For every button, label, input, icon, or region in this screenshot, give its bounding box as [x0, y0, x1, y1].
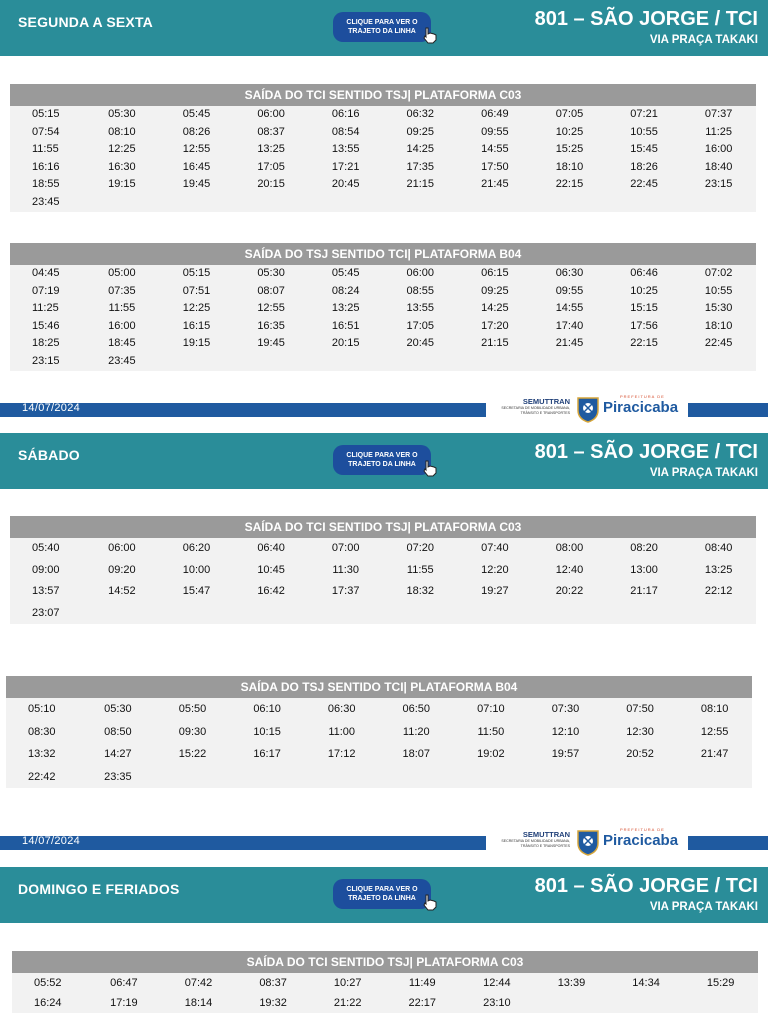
time-cell: 18:55: [32, 178, 60, 191]
time-cell: 08:10: [700, 703, 729, 715]
time-cell: 21:17: [630, 585, 658, 597]
time-cell: 08:37: [257, 125, 285, 138]
time-cell: 18:32: [406, 585, 435, 597]
time-cell: 16:00: [108, 319, 136, 332]
time-cell: 17:40: [555, 319, 584, 332]
time-cell: 15:29: [706, 977, 735, 989]
time-cell: 06:40: [257, 542, 285, 554]
table-row: [10, 318, 756, 336]
time-cell: 06:16: [331, 108, 360, 120]
time-cell: 07:30: [551, 703, 580, 715]
day-label: DOMINGO E FERIADOS: [18, 881, 180, 897]
table-title: SAÍDA DO TCI SENTIDO TSJ| PLATAFORMA C03: [10, 516, 756, 538]
time-cell: 06:50: [402, 703, 431, 715]
footer-bar-right: [688, 403, 768, 417]
time-cell: 09:30: [178, 725, 207, 738]
time-cell: 11:49: [408, 977, 436, 989]
time-cell: 05:40: [32, 542, 60, 554]
table-title: SAÍDA DO TSJ SENTIDO TCI| PLATAFORMA B04: [10, 243, 756, 265]
table-row: [6, 698, 752, 721]
time-cell: 06:46: [630, 267, 658, 279]
time-cell: 05:52: [34, 977, 62, 989]
time-cell: 12:55: [700, 725, 729, 738]
time-cell: 17:35: [406, 160, 435, 173]
time-cell: 16:17: [253, 748, 281, 760]
time-cell: 18:45: [108, 337, 136, 350]
time-cell: 19:45: [257, 337, 285, 350]
time-cell: 13:25: [331, 302, 360, 315]
time-cell: 18:14: [184, 997, 213, 1009]
section-header-weekdays: [0, 0, 768, 56]
time-cell: 08:00: [555, 542, 584, 554]
time-cell: 23:15: [704, 178, 733, 191]
route-title: 801 – SÃO JORGE / TCI: [534, 441, 758, 463]
time-cell: 12:40: [555, 563, 584, 576]
time-cell: 15:47: [182, 585, 211, 597]
table-title: SAÍDA DO TSJ SENTIDO TCI| PLATAFORMA B04: [6, 676, 752, 698]
time-cell: 18:07: [402, 748, 431, 760]
table-title: SAÍDA DO TCI SENTIDO TSJ| PLATAFORMA C03: [10, 84, 756, 106]
time-cell: 08:50: [104, 725, 132, 738]
time-cell: 10:25: [555, 125, 584, 138]
time-cell: 06:00: [257, 108, 285, 120]
time-cell: 19:27: [481, 585, 509, 597]
timetable-saturday-tci: [10, 516, 756, 624]
time-cell: 19:15: [108, 178, 136, 191]
time-cell: 16:00: [704, 143, 733, 156]
time-cell: 07:51: [182, 284, 211, 297]
time-cell: 16:24: [34, 997, 62, 1009]
time-cell: 17:05: [406, 319, 435, 332]
time-cell: 07:54: [32, 125, 60, 138]
time-cell: 15:30: [704, 302, 733, 315]
time-cell: 08:24: [331, 284, 360, 297]
time-cell: 09:55: [555, 284, 584, 297]
semuttran-name: SEMUTTRAN: [522, 397, 570, 406]
time-cell: 08:55: [406, 284, 435, 297]
time-cell: 06:15: [481, 267, 509, 279]
time-cell: 23:07: [32, 606, 60, 619]
time-cell: 16:45: [182, 160, 211, 173]
time-cell: 23:35: [104, 770, 132, 783]
time-cell: 22:17: [408, 997, 437, 1009]
time-cell: 10:55: [704, 284, 733, 297]
semuttran-logo: [496, 830, 570, 848]
time-cell: 12:55: [182, 143, 211, 156]
footer-date: 14/07/2024: [22, 835, 81, 847]
table-row: [10, 176, 756, 194]
time-cell: 15:25: [555, 143, 584, 156]
route-title: 801 – SÃO JORGE / TCI: [534, 8, 758, 30]
time-cell: 12:55: [257, 302, 285, 315]
time-cell: 18:25: [32, 337, 60, 350]
table-row: [10, 560, 756, 582]
time-cell: 07:00: [331, 542, 360, 554]
time-cell: 09:00: [32, 563, 60, 576]
time-cell: 13:25: [257, 143, 285, 156]
view-route-button-label: CLIQUE PARA VER O TRAJETO DA LINHA: [346, 19, 418, 35]
time-cell: 07:37: [704, 108, 733, 120]
time-cell: 14:25: [406, 143, 435, 156]
time-cell: 07:10: [477, 703, 505, 715]
time-cell: 10:55: [630, 125, 658, 138]
table-row: [10, 581, 756, 603]
time-cell: 17:05: [257, 160, 285, 173]
time-cell: 20:15: [257, 178, 285, 191]
time-cell: 20:22: [555, 585, 584, 597]
time-cell: 05:00: [108, 267, 136, 279]
time-cell: 07:35: [108, 284, 136, 297]
table-row: [10, 603, 756, 625]
time-cell: 11:20: [402, 725, 430, 738]
time-cell: 05:45: [182, 108, 211, 120]
time-cell: 13:57: [32, 585, 60, 597]
time-cell: 09:20: [108, 563, 136, 576]
time-cell: 10:00: [182, 563, 211, 576]
time-cell: 18:10: [704, 319, 733, 332]
time-cell: 11:55: [108, 302, 136, 315]
time-cell: 10:45: [257, 563, 285, 576]
time-cell: 07:40: [481, 542, 509, 554]
time-cell: 07:19: [32, 284, 60, 297]
section-header-saturday: [0, 433, 768, 489]
piracicaba-logo-text: Piracicaba: [603, 832, 679, 849]
time-cell: 17:56: [630, 319, 658, 332]
time-cell: 19:45: [182, 178, 211, 191]
time-cell: 20:45: [406, 337, 435, 350]
time-cell: 12:20: [481, 563, 509, 576]
time-cell: 23:10: [483, 997, 511, 1009]
time-cell: 18:10: [555, 160, 584, 173]
time-cell: 11:55: [32, 143, 59, 156]
time-cell: 15:15: [630, 302, 658, 315]
footer-date: 14/07/2024: [22, 402, 81, 414]
time-cell: 16:42: [257, 585, 285, 597]
time-cell: 06:32: [406, 108, 435, 120]
time-cell: 05:45: [331, 267, 360, 279]
time-cell: 21:47: [700, 748, 729, 760]
view-route-button[interactable]: [333, 879, 431, 909]
time-cell: 05:15: [182, 267, 211, 279]
pointing-hand-icon: [421, 459, 439, 477]
time-cell: 14:27: [104, 748, 132, 760]
time-cell: 06:20: [182, 542, 211, 554]
time-cell: 21:22: [333, 997, 362, 1009]
table-body: [10, 265, 756, 371]
time-cell: 10:27: [333, 977, 362, 989]
time-cell: 17:20: [481, 319, 509, 332]
time-cell: 22:42: [28, 770, 56, 783]
time-cell: 07:50: [626, 703, 654, 715]
time-cell: 05:30: [257, 267, 285, 279]
view-route-button[interactable]: [333, 12, 431, 42]
time-cell: 20:15: [331, 337, 360, 350]
time-cell: 09:55: [481, 125, 509, 138]
time-cell: 11:00: [328, 725, 356, 738]
table-row: [10, 538, 756, 560]
time-cell: 09:25: [406, 125, 435, 138]
view-route-button-label: CLIQUE PARA VER O TRAJETO DA LINHA: [346, 886, 418, 902]
time-cell: 19:15: [182, 337, 211, 350]
time-cell: 05:15: [32, 108, 60, 120]
semuttran-subtitle: SECRETARIA DE MOBILIDADE URBANA, TRÂNSITO E TRANSPORTES: [501, 406, 570, 415]
table-row: [6, 766, 752, 789]
table-body: [10, 106, 756, 212]
time-cell: 16:16: [32, 160, 60, 173]
table-row: [10, 194, 756, 212]
route-title: 801 – SÃO JORGE / TCI: [534, 875, 758, 897]
table-row: [10, 353, 756, 371]
table-row: [10, 124, 756, 142]
time-cell: 19:57: [551, 748, 580, 760]
time-cell: 17:21: [331, 160, 360, 173]
table-row: [10, 335, 756, 353]
time-cell: 08:20: [630, 542, 658, 554]
time-cell: 13:25: [704, 563, 733, 576]
time-cell: 20:45: [331, 178, 360, 191]
time-cell: 12:30: [626, 725, 654, 738]
time-cell: 11:55: [406, 563, 434, 576]
time-cell: 12:44: [483, 977, 511, 989]
time-cell: 18:40: [704, 160, 733, 173]
time-cell: 18:26: [630, 160, 658, 173]
time-cell: 15:46: [32, 319, 60, 332]
pointing-hand-icon: [421, 893, 439, 911]
time-cell: 15:45: [630, 143, 658, 156]
view-route-button-label: CLIQUE PARA VER O TRAJETO DA LINHA: [346, 452, 418, 468]
time-cell: 14:52: [108, 585, 136, 597]
time-cell: 23:15: [32, 354, 60, 367]
time-cell: 10:15: [253, 725, 281, 738]
table-row: [10, 283, 756, 301]
table-row: [10, 141, 756, 159]
footer-bar-right: [688, 836, 768, 850]
time-cell: 16:35: [257, 319, 285, 332]
semuttran-name: SEMUTTRAN: [522, 830, 570, 839]
table-row: [10, 300, 756, 318]
time-cell: 21:15: [406, 178, 435, 191]
time-cell: 22:12: [704, 585, 733, 597]
time-cell: 08:07: [257, 284, 285, 297]
time-cell: 05:30: [108, 108, 136, 120]
time-cell: 17:37: [331, 585, 360, 597]
time-cell: 11:50: [477, 725, 505, 738]
time-cell: 23:45: [108, 354, 136, 367]
route-via: VIA PRAÇA TAKAKI: [649, 467, 758, 479]
timetable-weekdays-tci: [10, 84, 756, 212]
time-cell: 16:30: [108, 160, 136, 173]
time-cell: 17:19: [110, 997, 138, 1009]
time-cell: 07:02: [704, 267, 733, 279]
time-cell: 23:45: [32, 195, 60, 208]
time-cell: 12:25: [108, 143, 136, 156]
pointing-hand-icon: [421, 26, 439, 44]
time-cell: 21:45: [481, 178, 509, 191]
time-cell: 14:55: [481, 143, 509, 156]
time-cell: 08:37: [259, 977, 287, 989]
time-cell: 06:10: [253, 703, 281, 715]
time-cell: 05:50: [178, 703, 207, 715]
time-cell: 07:20: [406, 542, 435, 554]
timetable-weekdays-tsj: [10, 243, 756, 371]
table-row: [6, 743, 752, 766]
time-cell: 15:22: [178, 748, 207, 760]
time-cell: 08:54: [331, 125, 360, 138]
time-cell: 17:12: [327, 748, 356, 760]
day-label: SEGUNDA A SEXTA: [18, 14, 153, 30]
table-row: [10, 106, 756, 124]
time-cell: 17:50: [481, 160, 509, 173]
section-header-sunday: [0, 867, 768, 923]
time-cell: 21:15: [481, 337, 509, 350]
table-row: [12, 973, 758, 993]
timetable-sunday-tci: [12, 951, 758, 1013]
route-via: VIA PRAÇA TAKAKI: [649, 901, 758, 913]
time-cell: 13:55: [406, 302, 435, 315]
time-cell: 13:39: [557, 977, 586, 989]
day-label: SÁBADO: [18, 447, 80, 463]
table-body: [10, 538, 756, 624]
semuttran-subtitle: SECRETARIA DE MOBILIDADE URBANA, TRÂNSITO E TRANSPORTES: [501, 839, 570, 848]
time-cell: 22:45: [704, 337, 733, 350]
table-body: [12, 973, 758, 1013]
time-cell: 04:45: [32, 267, 60, 279]
time-cell: 19:32: [259, 997, 287, 1009]
time-cell: 22:15: [630, 337, 658, 350]
time-cell: 12:10: [551, 725, 580, 738]
table-body: [6, 698, 752, 788]
semuttran-logo: [496, 397, 570, 415]
time-cell: 22:45: [630, 178, 658, 191]
prefeitura-label: PREFEITURA DE: [620, 394, 665, 399]
timetable-saturday-tsj: [6, 676, 752, 788]
time-cell: 14:55: [555, 302, 584, 315]
city-crest-icon: [575, 828, 601, 856]
time-cell: 14:25: [481, 302, 509, 315]
time-cell: 16:51: [331, 319, 360, 332]
table-title: SAÍDA DO TCI SENTIDO TSJ| PLATAFORMA C03: [12, 951, 758, 973]
time-cell: 13:32: [28, 748, 56, 760]
time-cell: 19:02: [477, 748, 505, 760]
table-row: [12, 993, 758, 1013]
time-cell: 12:25: [182, 302, 211, 315]
time-cell: 13:55: [331, 143, 360, 156]
time-cell: 10:25: [630, 284, 658, 297]
table-row: [6, 721, 752, 744]
route-via: VIA PRAÇA TAKAKI: [649, 34, 758, 46]
table-row: [10, 265, 756, 283]
time-cell: 06:00: [406, 267, 435, 279]
footer-bar: [0, 826, 768, 856]
time-cell: 05:30: [104, 703, 132, 715]
time-cell: 09:25: [481, 284, 509, 297]
time-cell: 08:10: [108, 125, 136, 138]
footer-bar: [0, 393, 768, 423]
piracicaba-logo-text: Piracicaba: [603, 399, 679, 416]
table-row: [10, 159, 756, 177]
time-cell: 22:15: [555, 178, 584, 191]
view-route-button[interactable]: [333, 445, 431, 475]
time-cell: 14:34: [632, 977, 660, 989]
time-cell: 16:15: [182, 319, 211, 332]
time-cell: 08:26: [182, 125, 211, 138]
time-cell: 11:25: [32, 302, 59, 315]
time-cell: 08:30: [28, 725, 56, 738]
time-cell: 11:25: [705, 125, 732, 138]
city-crest-icon: [575, 395, 601, 423]
time-cell: 08:40: [704, 542, 733, 554]
time-cell: 11:30: [332, 563, 360, 576]
time-cell: 06:30: [327, 703, 356, 715]
time-cell: 05:10: [28, 703, 56, 715]
time-cell: 07:05: [555, 108, 584, 120]
time-cell: 06:30: [555, 267, 584, 279]
time-cell: 06:47: [110, 977, 138, 989]
time-cell: 06:00: [108, 542, 136, 554]
time-cell: 13:00: [630, 563, 658, 576]
time-cell: 21:45: [555, 337, 584, 350]
time-cell: 07:42: [184, 977, 213, 989]
time-cell: 07:21: [630, 108, 658, 120]
time-cell: 20:52: [626, 748, 654, 760]
prefeitura-label: PREFEITURA DE: [620, 827, 665, 832]
time-cell: 06:49: [481, 108, 509, 120]
